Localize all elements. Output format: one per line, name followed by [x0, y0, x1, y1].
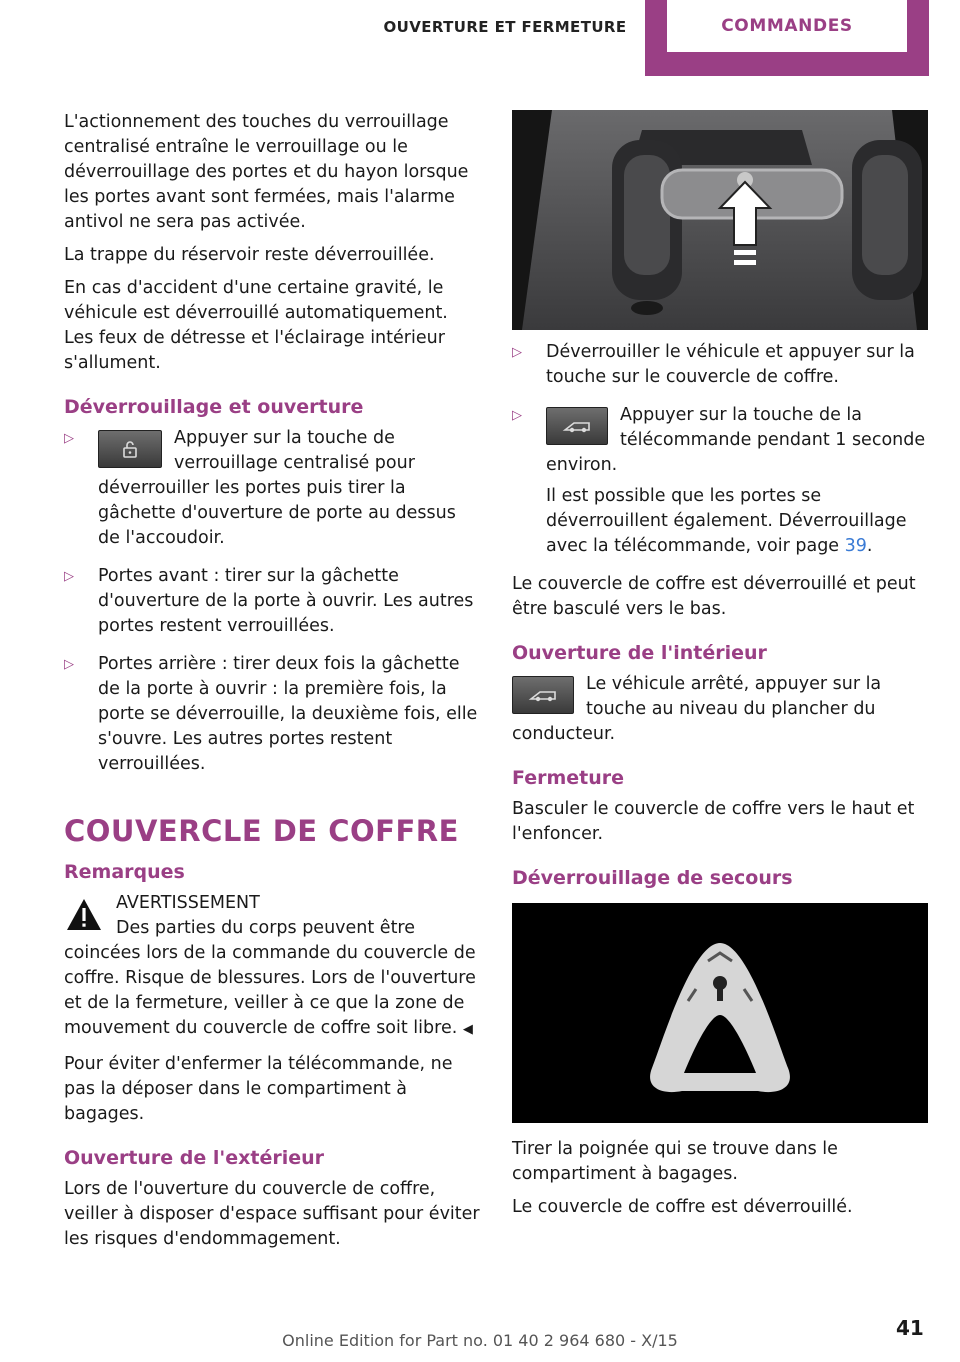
trunk-step-2-text: Appuyer sur la touche de la télécommande pendant 1 seconde environ.	[546, 405, 926, 475]
heading-notes: Remarques	[64, 861, 185, 883]
chapter-tab	[645, 0, 929, 76]
unlocked-text: Le couvercle de coffre est déverrouillé et peut être basculé vers le bas.	[512, 574, 916, 619]
warning-block	[64, 891, 482, 1042]
page-number: 41	[896, 1316, 924, 1340]
unlock-step-1-text: Appuyer sur la touche de verrouillage centralisé pour déverrouiller les portes puis tirer la gâchette d'ouverture de porte au dessus de l'accoudoir.	[98, 428, 456, 548]
list-item	[512, 403, 928, 559]
triangle-right-icon: ▷	[512, 408, 522, 423]
unlock-step-2-text: Portes avant : tirer sur la gâchette d'ouverture de la porte à ouvrir. Les autres portes restent verrouillées.	[98, 566, 474, 636]
list-item	[64, 564, 482, 639]
trunk-step-1-text: Déverrouiller le véhicule et appuyer sur la touche sur le couvercle de coffre.	[546, 342, 915, 387]
trunk-step-2-extra-text: Il est possible que les portes se déverrouillent également. Déverrouillage avec la télécommande, voir page	[546, 486, 907, 556]
end-mark: ◀	[462, 1022, 473, 1037]
running-header-section: OUVERTURE ET FERMETURE	[383, 18, 627, 36]
warning-text	[64, 916, 482, 1042]
right-column	[512, 110, 928, 1228]
trunk-open-key-icon	[512, 676, 574, 714]
list-item	[64, 652, 482, 777]
triangle-right-icon: ▷	[64, 657, 74, 672]
close-text: Basculer le couvercle de coffre vers le haut et l'enfoncer.	[512, 799, 915, 844]
inside-text: Le véhicule arrêté, appuyer sur la touche au niveau du plancher du conducteur.	[512, 674, 882, 744]
trunk-step-2-extra-end: .	[866, 536, 873, 556]
heading-trunk-lid: COUVERCLE DE COFFRE	[64, 814, 459, 848]
footer-edition: Online Edition for Part no. 01 40 2 964 680 - X/15	[282, 1331, 678, 1350]
list-item	[64, 426, 482, 551]
unlock-step-3-text: Portes arrière : tirer deux fois la gâchette de la porte à ouvrir : la première fois, la porte se déverrouille, la deuxième fois, elle s'ouvre. Les autres portes restent verrouillées.	[98, 654, 478, 774]
heading-emergency: Déverrouillage de secours	[512, 867, 793, 889]
page-link[interactable]: 39	[844, 536, 867, 556]
final-text: Le couvercle de coffre est déverrouillé.	[512, 1197, 853, 1217]
trunk-step-2-extra	[546, 484, 928, 559]
chapter-tab-label: COMMANDES	[667, 0, 907, 52]
warning-title: AVERTISSEMENT	[116, 893, 260, 913]
heading-unlock-open: Déverrouillage et ouverture	[64, 396, 364, 418]
triangle-right-icon: ▷	[64, 569, 74, 584]
inside-block	[512, 672, 928, 747]
trunk-open-key-icon	[546, 407, 608, 445]
outside-text: Lors de l'ouverture du couvercle de coffre, veiller à disposer d'espace suffisant pour éviter les risques d'endommagement.	[64, 1179, 480, 1249]
heading-open-inside: Ouverture de l'intérieur	[512, 642, 767, 664]
unlock-key-icon	[98, 430, 162, 468]
heading-closing: Fermeture	[512, 767, 625, 789]
trunk-lid-photo	[512, 110, 928, 330]
left-column	[64, 110, 482, 1260]
intro-paragraph-1: L'actionnement des touches du verrouillage centralisé entraîne le verrouillage ou le déverrouillage des portes et du hayon lorsque les portes avant sont fermées, mais l'alarme antivol ne sera pas activée.	[64, 112, 469, 232]
intro-paragraph-2: La trappe du réservoir reste déverrouillée.	[64, 245, 435, 265]
emergency-handle-photo	[512, 903, 928, 1123]
triangle-right-icon: ▷	[64, 431, 74, 446]
triangle-right-icon: ▷	[512, 345, 522, 360]
remote-note: Pour éviter d'enfermer la télécommande, ne pas la déposer dans le compartiment à bagages.	[64, 1054, 453, 1124]
intro-paragraph-3: En cas d'accident d'une certaine gravité, le véhicule est déverrouillé automatiquement. Les feux de détresse et l'éclairage intérieur s'allument.	[64, 278, 448, 373]
list-item	[512, 340, 928, 390]
trunk-steps-list	[512, 340, 928, 559]
heading-open-outside: Ouverture de l'extérieur	[64, 1147, 325, 1169]
warning-body: Des parties du corps peuvent être coincées lors de la commande du couvercle de coffre. Risque de blessures. Lors de l'ouverture et de la fermeture, veiller à ce que la zone de mouvement du couvercle de coffre soit libre.	[64, 918, 476, 1038]
warning-triangle-icon	[64, 895, 104, 935]
unlock-steps-list	[64, 426, 482, 777]
pull-text: Tirer la poignée qui se trouve dans le compartiment à bagages.	[512, 1139, 838, 1184]
